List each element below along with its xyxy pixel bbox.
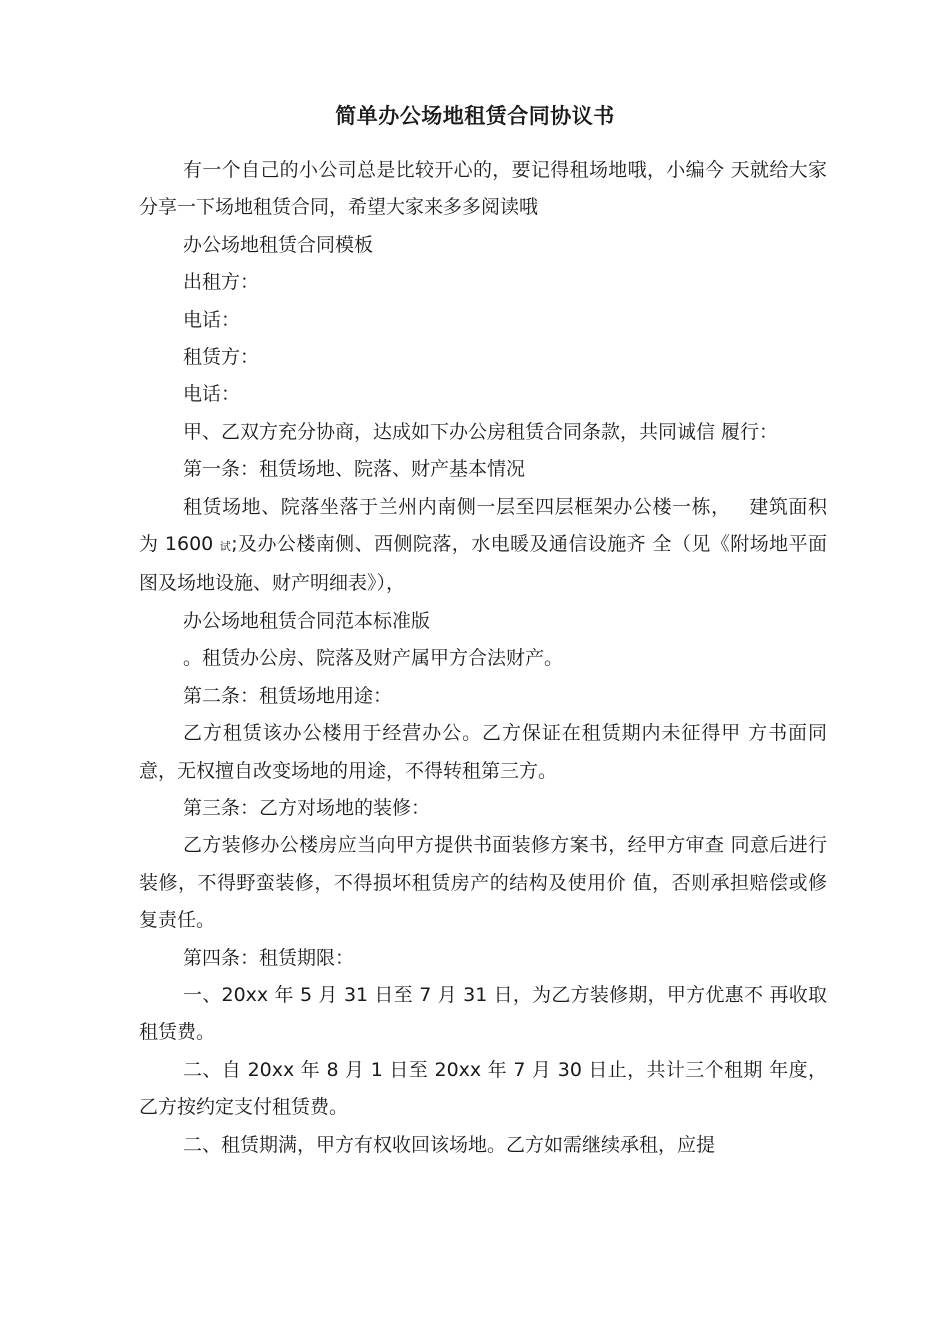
area-unit: 试	[219, 540, 232, 554]
paragraph-article-4: 第四条：租赁期限：	[183, 946, 355, 969]
paragraph-article-4-item-3: 二、租赁期满，甲方有权收回该场地。乙方如需继续承租，应提	[183, 1133, 716, 1156]
article-1-text-b: 建筑面积为 1600	[139, 495, 827, 556]
paragraph-intro: 有一个自己的小公司总是比较开心的，要记得租场地哦，小编今 天就给大家分享一下场地租赁合同，希望大家来多多阅读哦	[139, 159, 827, 219]
paragraph-article-4-item-2: 二、自 20xx 年 8 月 1 日至 20xx 年 7 月 30 日止，共计三个租期 年度，乙方按约定支付租赁费。	[139, 1058, 827, 1119]
paragraph-lessee: 租赁方：	[183, 346, 260, 369]
article-1-text-a: 租赁场地、院落坐落于兰州内南侧一层至四层框架办公楼一栋，	[183, 495, 731, 518]
paragraph-article-1: 第一条：租赁场地、院落、财产基本情况	[183, 458, 526, 481]
paragraph-article-3-body: 乙方装修办公楼房应当向甲方提供书面装修方案书，经甲方审查 同意后进行装修，不得野蛮装修，不得损坏租赁房产的结构及使用价 值，否则承担赔偿或修复责任。	[139, 834, 827, 932]
paragraph-article-3: 第三条：乙方对场地的装修：	[183, 796, 431, 819]
paragraph-lessor-phone: 电话：	[183, 308, 241, 331]
document-title: 简单办公场地租赁合同协议书	[335, 104, 615, 128]
paragraph-property: 。租赁办公房、院落及财产属甲方合法财产。	[183, 647, 564, 670]
document-body	[139, 152, 827, 1164]
paragraph-article-1-body	[139, 489, 827, 603]
paragraph-article-4-item-1: 一、20xx 年 5 月 31 日至 7 月 31 日，为乙方装修期，甲方优惠不 再收取租赁费。	[139, 983, 827, 1044]
paragraph-agreement: 甲、乙双方充分协商，达成如下办公房租赁合同条款，共同诚信 履行：	[183, 420, 779, 443]
paragraph-article-2-body: 乙方租赁该办公楼用于经营办公。乙方保证在租赁期内未征得甲 方书面同意，无权擅自改变场地的用途，不得转租第三方。	[139, 722, 827, 782]
article-1-text-c: ;及办公楼南侧、西侧院落，水电暖及通信设施齐 全（见《附场地平面图及场地设施、财产明细表》），	[139, 533, 827, 595]
paragraph-article-2: 第二条：租赁场地用途：	[183, 684, 393, 707]
paragraph-lessee-phone: 电话：	[183, 383, 241, 406]
paragraph-template-heading: 办公场地租赁合同模板	[183, 233, 374, 256]
paragraph-lessor: 出租方：	[183, 271, 260, 294]
paragraph-standard-version: 办公场地租赁合同范本标准版	[183, 609, 431, 632]
